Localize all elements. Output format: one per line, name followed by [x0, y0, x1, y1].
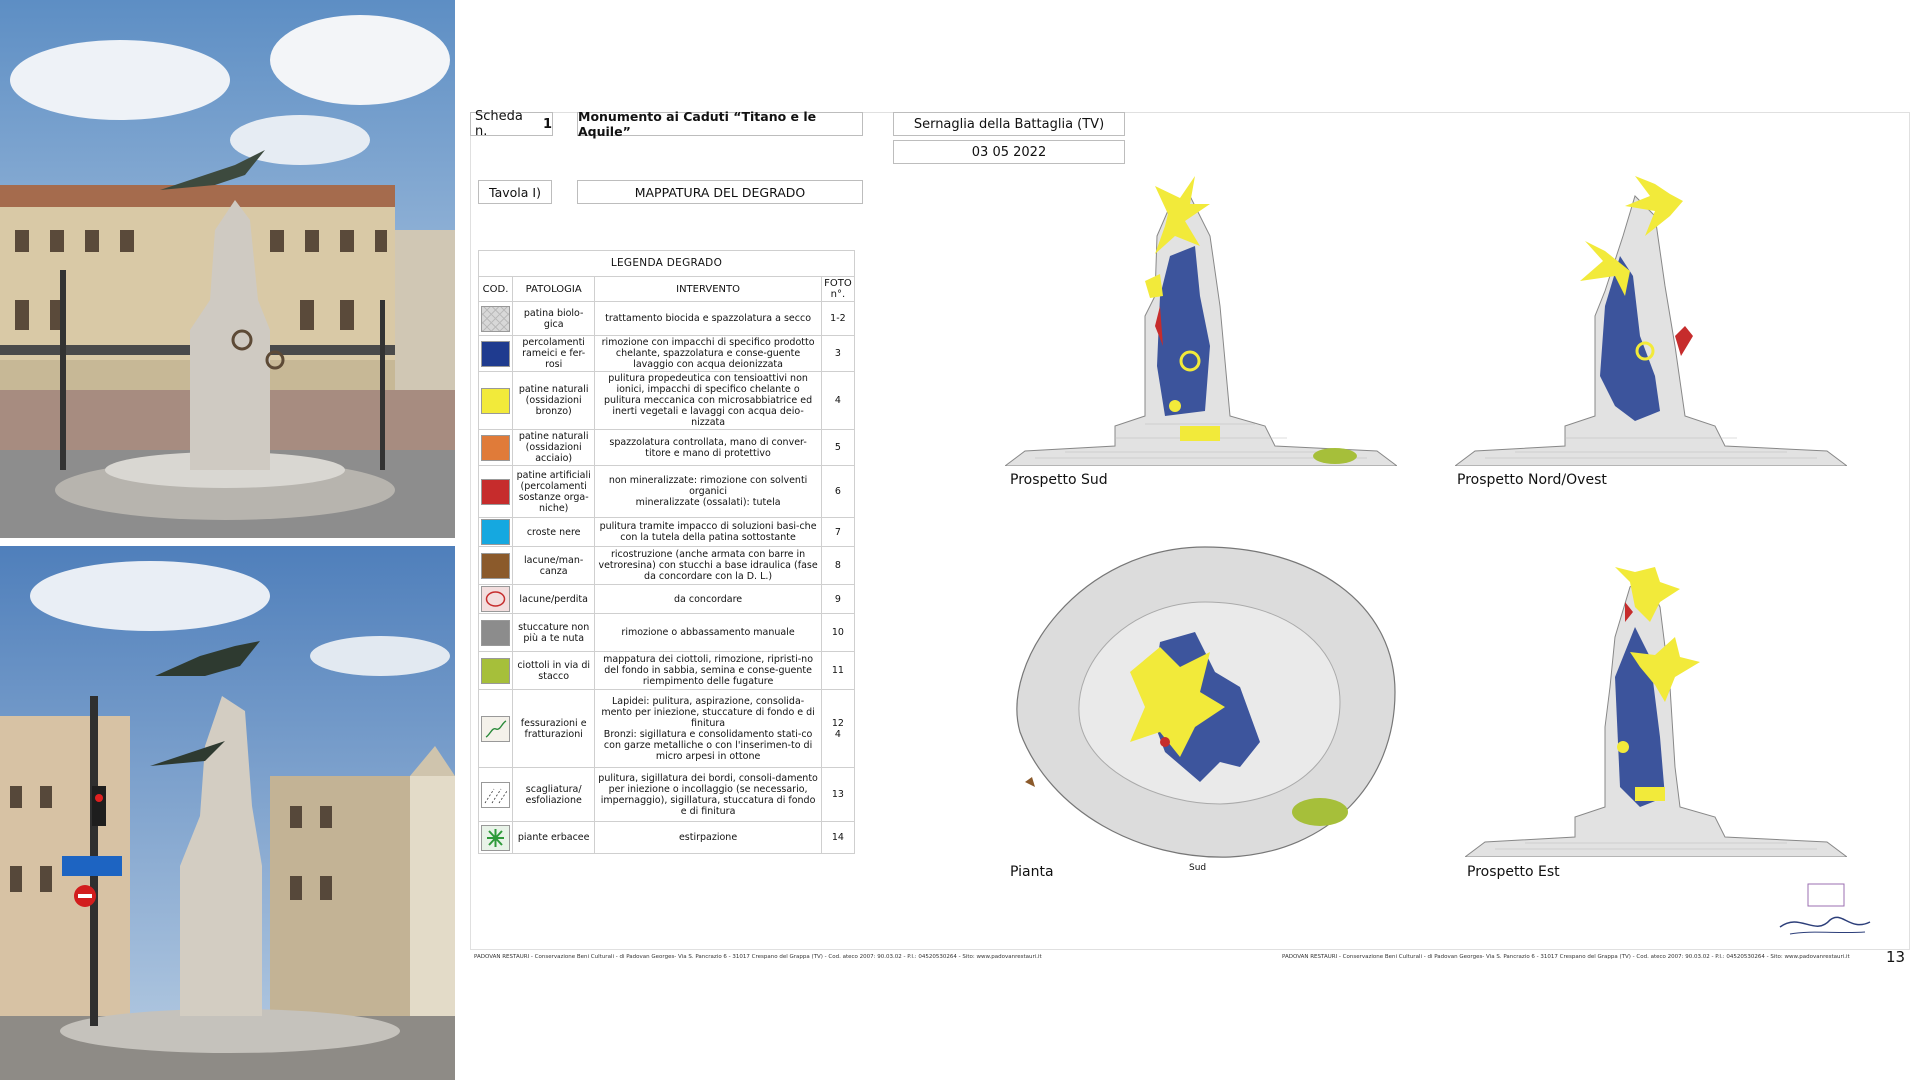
legend-pathology: patine artificiali (percolamenti sostanze orga-niche) — [513, 466, 595, 518]
drawing-prospetto-nord-ovest — [1455, 176, 1847, 466]
scheda-number: 1 — [542, 116, 552, 132]
crack-icon — [481, 716, 510, 742]
label-pianta-sud: Sud — [1189, 863, 1207, 873]
legend-swatch-cell — [479, 652, 513, 690]
solid-icon — [481, 479, 510, 505]
legend-pathology: piante erbacee — [513, 822, 595, 854]
legend-pathology: fessurazioni e fratturazioni — [513, 690, 595, 768]
legend-photo-number: 12 4 — [821, 690, 854, 768]
col-foto: FOTO n°. — [821, 277, 854, 302]
legend-photo-number: 3 — [821, 336, 854, 372]
legend-intervention: rimozione con impacchi di specifico prodotto chelante, spazzolatura e conse-guente lavaggio con acqua deionizzata — [595, 336, 822, 372]
legend-row — [479, 336, 855, 372]
legend-intervention: rimozione o abbassamento manuale — [595, 614, 822, 652]
legend-swatch-cell — [479, 430, 513, 466]
legend-photo-number: 14 — [821, 822, 854, 854]
legend-pathology: scagliatura/ esfoliazione — [513, 768, 595, 822]
signature-stamp — [1770, 882, 1880, 942]
legend-photo-number: 5 — [821, 430, 854, 466]
legend-table — [478, 250, 855, 854]
monument-title-box — [577, 109, 863, 139]
drawing-prospetto-sud — [1005, 176, 1397, 466]
tavola-label: Tavola I) — [489, 184, 541, 200]
restoration-sheet — [470, 109, 1910, 966]
legend-swatch-cell — [479, 614, 513, 652]
solid-icon — [481, 519, 510, 545]
legend-pathology: lacune/man-canza — [513, 547, 595, 585]
circle-icon — [481, 586, 510, 612]
solid-icon — [481, 435, 510, 461]
legend-intervention: trattamento biocida e spazzolatura a secco — [595, 302, 822, 336]
date: 03 05 2022 — [971, 144, 1047, 160]
legend-photo-number: 1-2 — [821, 302, 854, 336]
flake-icon — [481, 782, 510, 808]
legend-pathology: lacune/perdita — [513, 585, 595, 614]
legend-intervention: pulitura tramite impacco di soluzioni basi-che con la tutela della patina sottostante — [595, 518, 822, 547]
location-box — [893, 112, 1125, 136]
legend-pathology: patina biolo-gica — [513, 302, 595, 336]
monument-photo-top — [0, 0, 455, 538]
legend-pathology: ciottoli in via di stacco — [513, 652, 595, 690]
legend-intervention: non mineralizzate: rimozione con solventi organici mineralizzate (ossalati): tutela — [595, 466, 822, 518]
legend-row — [479, 690, 855, 768]
legend-swatch-cell — [479, 585, 513, 614]
solid-icon — [481, 620, 510, 646]
solid-icon — [481, 341, 510, 367]
label-prospetto-sud: Prospetto Sud — [1010, 472, 1108, 488]
legend-pathology: patine naturali (ossidazioni bronzo) — [513, 372, 595, 430]
legend-pathology: croste nere — [513, 518, 595, 547]
page-number: 13 — [1886, 948, 1906, 966]
legend-photo-number: 8 — [821, 547, 854, 585]
col-intervento: INTERVENTO — [595, 277, 822, 302]
legend-row — [479, 768, 855, 822]
legend-intervention: estirpazione — [595, 822, 822, 854]
plant-icon — [481, 825, 510, 851]
legend-photo-number: 13 — [821, 768, 854, 822]
location: Sernaglia della Battaglia (TV) — [913, 116, 1105, 132]
legend-row — [479, 302, 855, 336]
col-cod: COD. — [479, 277, 513, 302]
legend-photo-number: 7 — [821, 518, 854, 547]
legend-pathology: patine naturali (ossidazioni acciaio) — [513, 430, 595, 466]
solid-icon — [481, 658, 510, 684]
legend-intervention: pulitura propedeutica con tensioattivi non ionici, impacchi di specifico chelante o pulitura meccanica con microsabbiatrice ed inerti vegetali e lavaggi con acqua deio-nizzata — [595, 372, 822, 430]
label-pianta: Pianta — [1010, 864, 1054, 880]
legend-intervention: Lapidei: pulitura, aspirazione, consolida-mento per iniezione, stuccature di fondo e di finitura Bronzi: sigillatura e consolidamento stati-co con garze metalliche o con l'inserimen-to di micro arpesi in ottone — [595, 690, 822, 768]
legend-intervention: pulitura, sigillatura dei bordi, consoli-damento per iniezione o incollaggio (se necessario, impernaggio), sigillatura, stuccatura di fondo e di finitura — [595, 768, 822, 822]
legend-swatch-cell — [479, 302, 513, 336]
legend-row — [479, 430, 855, 466]
solid-icon — [481, 553, 510, 579]
label-prospetto-est: Prospetto Est — [1467, 864, 1560, 880]
solid-icon — [481, 388, 510, 414]
legend-swatch-cell — [479, 822, 513, 854]
legend-intervention: da concordare — [595, 585, 822, 614]
hatch-icon — [481, 306, 510, 332]
footer-right: PADOVAN RESTAURI - Conservazione Beni Culturali - di Padovan Georges- Via S. Pancrazio 6 - 31017 Crespano del Grappa (TV) - Cod. ateco 2007: 90.03.02 - P.I.: 04520530264 - Sito: www.padovanrestauri.it — [1282, 954, 1850, 960]
legend-row — [479, 518, 855, 547]
legend-photo-number: 4 — [821, 372, 854, 430]
col-patologia: PATOLOGIA — [513, 277, 595, 302]
subtitle-box — [577, 180, 863, 204]
legend-swatch-cell — [479, 547, 513, 585]
legend-swatch-cell — [479, 372, 513, 430]
monument-photo-bottom — [0, 546, 455, 1080]
legend-row — [479, 547, 855, 585]
scheda-label: Scheda n. — [475, 109, 523, 139]
tavola-box — [478, 180, 552, 204]
footer-left: PADOVAN RESTAURI - Conservazione Beni Culturali - di Padovan Georges- Via S. Pancrazio 6 - 31017 Crespano del Grappa (TV) - Cod. ateco 2007: 90.03.02 - P.I.: 04520530264 - Sito: www.padovanrestauri.it — [474, 954, 1042, 960]
date-box — [893, 140, 1125, 164]
legend-photo-number: 11 — [821, 652, 854, 690]
legend-row — [479, 585, 855, 614]
legend-photo-number: 9 — [821, 585, 854, 614]
legend-row — [479, 614, 855, 652]
legend-intervention: spazzolatura controllata, mano di conver-titore e mano di protettivo — [595, 430, 822, 466]
label-prospetto-nord-ovest: Prospetto Nord/Ovest — [1457, 472, 1607, 488]
legend-photo-number: 6 — [821, 466, 854, 518]
drawing-prospetto-est — [1465, 567, 1847, 857]
legend-row — [479, 822, 855, 854]
drawing-pianta — [1010, 542, 1400, 862]
legend-swatch-cell — [479, 768, 513, 822]
legend-swatch-cell — [479, 336, 513, 372]
subtitle: MAPPATURA DEL DEGRADO — [634, 184, 806, 200]
legend-intervention: ricostruzione (anche armata con barre in vetroresina) con stucchi a base idraulica (fase da concordare con la D. L.) — [595, 547, 822, 585]
legend-row — [479, 466, 855, 518]
legend-pathology: percolamenti rameici e fer-rosi — [513, 336, 595, 372]
monument-title: Monumento ai Caduti “Titano e le Aquile” — [578, 109, 817, 139]
legend-swatch-cell — [479, 466, 513, 518]
legend-row — [479, 652, 855, 690]
legend-swatch-cell — [479, 690, 513, 768]
legend-title: LEGENDA DEGRADO — [479, 251, 855, 277]
legend-swatch-cell — [479, 518, 513, 547]
legend-row — [479, 372, 855, 430]
legend-photo-number: 10 — [821, 614, 854, 652]
legend-pathology: stuccature non più a te nuta — [513, 614, 595, 652]
scheda-box — [470, 109, 553, 139]
legend-intervention: mappatura dei ciottoli, rimozione, ripristi-no del fondo in sabbia, semina e conse-guente riempimento delle fugature — [595, 652, 822, 690]
